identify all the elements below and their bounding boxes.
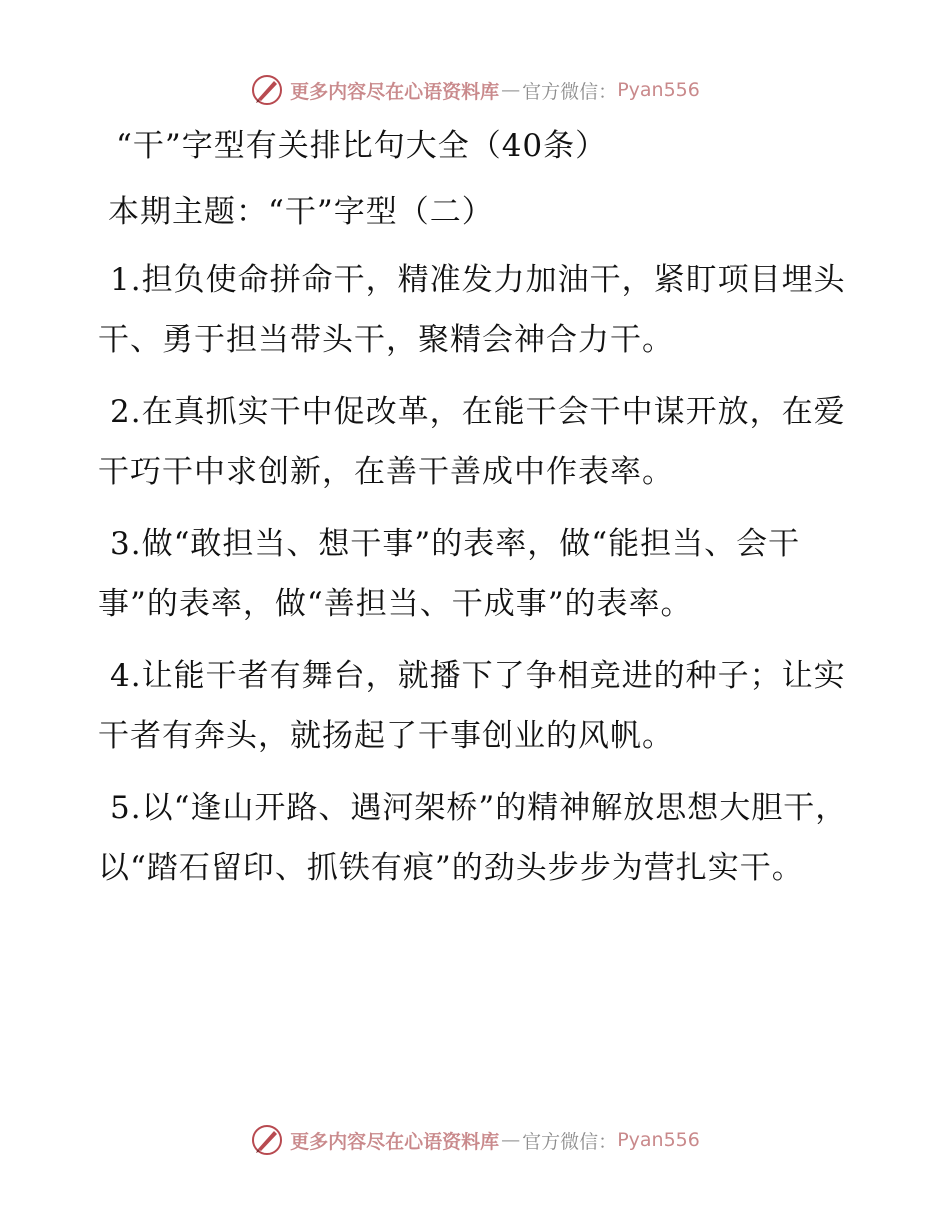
banner-slogan: 更多内容尽在心语资料库 [290, 80, 500, 103]
banner-wechat-label: 官方微信： [522, 80, 618, 103]
banner-dash: — [501, 1129, 521, 1151]
header-banner [0, 70, 950, 110]
banner-slogan: 更多内容尽在心语资料库 [290, 1130, 500, 1153]
list-item: 3.做“敢担当、想干事”的表率，做“能担当、会干事”的表率，做“善担当、干成事”的表率。 [98, 526, 801, 622]
banner-wechat-id: Pyan556 [617, 79, 700, 101]
banner-text [290, 77, 700, 104]
document-topic: 本期主题：“干”字型（二） [108, 194, 494, 230]
banner-dash: — [501, 79, 521, 101]
list-item: 4.让能干者有舞台，就播下了争相竞进的种子；让实干者有奔头，就扬起了干事创业的风帆。 [98, 658, 846, 754]
document-body [98, 118, 858, 910]
banner-text [290, 1127, 700, 1154]
banner-wechat-label: 官方微信： [522, 1130, 618, 1153]
list-item: 1.担负使命拼命干，精准发力加油干，紧盯项目埋头干、勇于担当带头干，聚精会神合力干。 [98, 262, 846, 358]
document-title: “干”字型有关排比句大全（40条） [116, 128, 608, 164]
list-item: 2.在真抓实干中促改革，在能干会干中谋开放，在爱干巧干中求创新，在善干善成中作表率。 [98, 394, 846, 490]
banner-wechat-id: Pyan556 [617, 1129, 700, 1151]
quill-pen-logo-icon [250, 1123, 284, 1157]
list-item: 5.以“逢山开路、遇河架桥”的精神解放思想大胆干，以“踏石留印、抓铁有痕”的劲头步步为营扎实干。 [98, 790, 848, 886]
quill-pen-logo-icon [250, 73, 284, 107]
footer-banner [0, 1120, 950, 1160]
